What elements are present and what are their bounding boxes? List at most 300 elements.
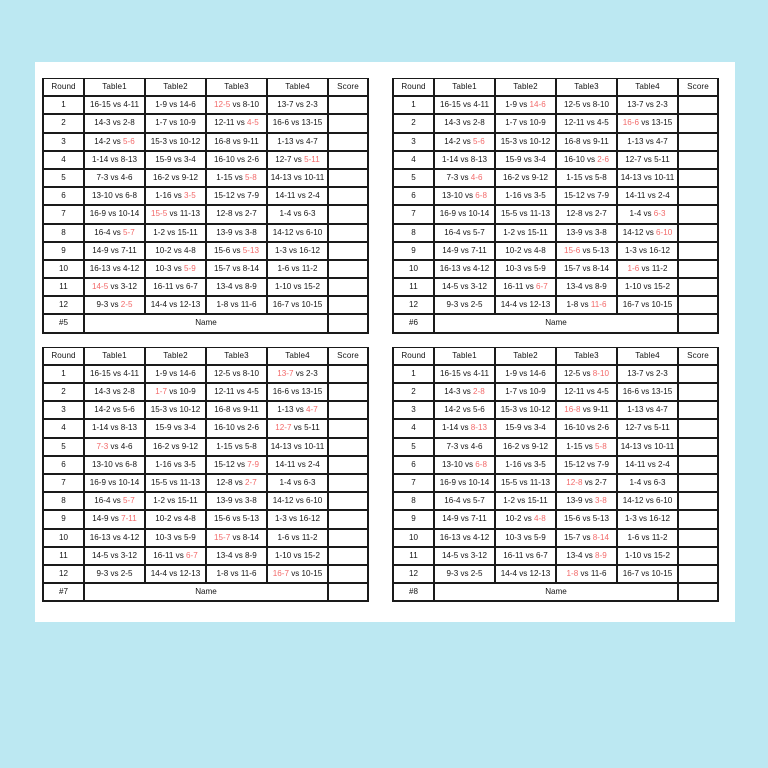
versus-label: vs: [463, 100, 472, 110]
match-cell: [617, 456, 678, 474]
pair-b: 10-15: [651, 300, 673, 310]
table-row: [392, 278, 719, 296]
table-row: [392, 151, 719, 169]
pair-b: 9-11: [243, 136, 259, 146]
versus-label: vs: [460, 300, 469, 310]
pair-a: 16-10: [564, 154, 585, 164]
pair-a: 16-9: [439, 477, 456, 487]
pair-b: 6-3: [653, 209, 666, 219]
pair-b: 4-12: [123, 263, 140, 273]
versus-label: vs: [584, 477, 593, 487]
match-cell: [267, 510, 328, 528]
match-cell: [206, 529, 267, 547]
versus-label: vs: [647, 191, 656, 201]
pair-b: 3-4: [184, 423, 196, 433]
pair-a: 13-4: [566, 282, 583, 292]
pair-b: 2-4: [308, 459, 320, 469]
pair-b: 10-12: [179, 405, 201, 415]
match-cell: [84, 205, 145, 223]
score-cell[interactable]: [678, 187, 719, 205]
versus-label: vs: [169, 405, 178, 415]
match-cell: [206, 169, 267, 187]
score-cell[interactable]: [678, 401, 719, 419]
table-header-row: [42, 78, 369, 96]
versus-label: vs: [584, 282, 593, 292]
pair-b: 3-12: [470, 550, 487, 560]
score-cell[interactable]: [678, 565, 719, 583]
versus-label: vs: [586, 154, 596, 164]
score-cell[interactable]: [328, 278, 369, 296]
pair-a: 1-14: [92, 154, 109, 164]
pair-b: 6-3: [653, 477, 666, 487]
match-cell: [617, 510, 678, 528]
score-cell[interactable]: [328, 187, 369, 205]
pair-b: 3-4: [534, 423, 546, 433]
pair-a: 14-11: [625, 459, 646, 469]
footer-score-cell[interactable]: [328, 583, 369, 602]
score-cell[interactable]: [328, 133, 369, 151]
versus-label: vs: [291, 568, 300, 578]
versus-label: vs: [110, 154, 119, 164]
score-cell[interactable]: [328, 510, 369, 528]
match-cell: [206, 383, 267, 401]
pair-b: 3-4: [534, 154, 546, 164]
match-cell: [617, 474, 678, 492]
score-cell[interactable]: [328, 296, 369, 314]
score-cell[interactable]: [328, 242, 369, 260]
pair-a: 1-14: [92, 423, 109, 433]
match-cell: [495, 224, 556, 242]
score-cell[interactable]: [328, 401, 369, 419]
score-cell[interactable]: [678, 278, 719, 296]
score-cell[interactable]: [328, 224, 369, 242]
round-number: 10: [42, 260, 84, 278]
pair-a: 16-6: [622, 118, 639, 128]
pair-a: 16-2: [503, 441, 520, 451]
table-header-row: [392, 347, 719, 365]
pair-b: 5-7: [473, 496, 485, 506]
pair-b: 6-7: [536, 550, 548, 560]
pair-b: 2-3: [306, 368, 318, 378]
match-cell: [495, 205, 556, 223]
match-cell: [617, 278, 678, 296]
match-cell: [617, 365, 678, 383]
score-cell[interactable]: [328, 260, 369, 278]
match-cell: [206, 187, 267, 205]
match-cell: [495, 547, 556, 565]
round-number: 1: [42, 365, 84, 383]
versus-label: vs: [641, 263, 650, 273]
versus-label: vs: [234, 172, 243, 182]
pair-a: 13-4: [216, 550, 233, 560]
pair-a: 15-7: [564, 532, 581, 542]
pair-b: 4-5: [247, 118, 259, 128]
column-header-table2: Table2: [495, 78, 556, 96]
pair-b: 9-11: [593, 405, 609, 415]
sheet-id-badge: #7: [42, 583, 84, 602]
versus-label: vs: [291, 300, 300, 310]
column-header-table3: Table3: [206, 78, 267, 96]
column-header-table2: Table2: [145, 78, 206, 96]
score-cell[interactable]: [328, 151, 369, 169]
versus-label: vs: [171, 172, 180, 182]
pair-b: 8-10: [242, 100, 259, 110]
score-cell[interactable]: [678, 296, 719, 314]
pair-a: 16-13: [439, 532, 461, 542]
score-cell[interactable]: [328, 365, 369, 383]
score-cell[interactable]: [328, 169, 369, 187]
pair-a: 12-5: [214, 100, 231, 110]
round-number: 8: [392, 492, 434, 510]
column-header-table4: Table4: [617, 78, 678, 96]
match-cell: [267, 260, 328, 278]
round-number: 12: [42, 296, 84, 314]
pair-b: 10-9: [179, 387, 196, 397]
score-cell[interactable]: [328, 529, 369, 547]
match-cell: [84, 401, 145, 419]
match-cell: [617, 565, 678, 583]
versus-label: vs: [463, 368, 472, 378]
table-row: [42, 187, 369, 205]
pair-a: 1-4: [279, 209, 292, 219]
score-cell[interactable]: [328, 438, 369, 456]
pair-a: 14-2: [94, 136, 111, 146]
schedule-table: [42, 347, 369, 603]
pair-a: 13-9: [566, 496, 583, 506]
score-cell[interactable]: [678, 224, 719, 242]
pair-b: 2-4: [658, 459, 670, 469]
pair-b: 4-7: [656, 136, 668, 146]
versus-label: vs: [462, 136, 471, 146]
pair-b: 8-10: [242, 368, 259, 378]
versus-label: vs: [295, 496, 304, 506]
pair-b: 4-6: [120, 441, 133, 451]
pair-a: 12-8: [566, 477, 583, 487]
versus-label: vs: [113, 100, 122, 110]
pair-b: 5-9: [184, 532, 196, 542]
pair-b: 13-15: [301, 118, 323, 128]
pair-a: 16-13: [439, 263, 461, 273]
versus-label: vs: [519, 368, 528, 378]
score-cell[interactable]: [678, 510, 719, 528]
match-cell: [84, 151, 145, 169]
match-cell: [84, 187, 145, 205]
versus-label: vs: [108, 209, 117, 219]
score-cell[interactable]: [328, 492, 369, 510]
score-cell[interactable]: [678, 96, 719, 114]
score-cell[interactable]: [328, 419, 369, 437]
pair-a: 12-7: [275, 423, 292, 433]
match-cell: [434, 419, 495, 437]
pair-a: 1-10: [625, 550, 642, 560]
pair-b: 2-8: [123, 118, 135, 128]
pair-a: 13-7: [277, 100, 294, 110]
versus-label: vs: [169, 136, 178, 146]
versus-label: vs: [517, 496, 526, 506]
pair-a: 16-15: [90, 368, 111, 378]
score-cell[interactable]: [678, 260, 719, 278]
pair-a: 16-6: [622, 387, 639, 397]
score-cell[interactable]: [328, 205, 369, 223]
table-row: [42, 492, 369, 510]
score-cell[interactable]: [328, 383, 369, 401]
pair-b: 9-12: [181, 172, 198, 182]
match-cell: [556, 260, 617, 278]
score-cell[interactable]: [678, 383, 719, 401]
versus-label: vs: [462, 387, 471, 397]
versus-label: vs: [582, 136, 591, 146]
versus-label: vs: [519, 477, 528, 487]
pair-a: 1-6: [277, 532, 290, 542]
pair-b: 12-13: [179, 568, 201, 578]
match-cell: [434, 529, 495, 547]
footer-score-cell[interactable]: [328, 314, 369, 333]
match-cell: [495, 260, 556, 278]
match-cell: [617, 383, 678, 401]
versus-label: vs: [173, 423, 182, 433]
score-cell[interactable]: [678, 365, 719, 383]
versus-label: vs: [112, 405, 121, 415]
score-cell[interactable]: [328, 96, 369, 114]
pair-b: 2-7: [595, 477, 607, 487]
match-cell: [206, 438, 267, 456]
pair-b: 2-7: [245, 477, 257, 487]
score-cell[interactable]: [678, 419, 719, 437]
round-number: 7: [392, 474, 434, 492]
match-cell: [617, 224, 678, 242]
versus-label: vs: [647, 459, 656, 469]
table-row: [392, 296, 719, 314]
pair-a: 13-4: [566, 550, 583, 560]
pair-b: 5-6: [473, 405, 485, 415]
pair-a: 16-10: [564, 423, 585, 433]
pair-b: 8-9: [595, 550, 607, 560]
pair-b: 7-9: [597, 191, 609, 201]
versus-label: vs: [288, 514, 298, 524]
table-row: [392, 565, 719, 583]
versus-label: vs: [523, 532, 532, 542]
pair-b: 9-11: [593, 136, 609, 146]
match-cell: [267, 438, 328, 456]
match-cell: [84, 278, 145, 296]
pair-a: 1-7: [505, 387, 517, 397]
pair-b: 10-12: [529, 136, 551, 146]
pair-a: 1-2: [153, 227, 165, 237]
versus-label: vs: [112, 496, 121, 506]
versus-label: vs: [297, 191, 306, 201]
match-cell: [206, 114, 267, 132]
footer-score-cell[interactable]: [678, 583, 719, 602]
pair-a: 1-2: [503, 227, 515, 237]
sheet-id-badge: #6: [392, 314, 434, 333]
pair-a: 10-3: [155, 263, 172, 273]
match-cell: [206, 296, 267, 314]
pair-b: 2-6: [247, 423, 259, 433]
round-number: 7: [42, 474, 84, 492]
pair-b: 16-12: [649, 514, 670, 524]
table-row: [42, 133, 369, 151]
pair-a: 1-3: [275, 514, 287, 524]
match-cell: [434, 510, 495, 528]
score-cell[interactable]: [678, 492, 719, 510]
table-row: [392, 492, 719, 510]
pair-a: 13-7: [277, 368, 294, 378]
versus-label: vs: [523, 154, 532, 164]
versus-label: vs: [645, 496, 654, 506]
match-cell: [84, 510, 145, 528]
versus-label: vs: [519, 136, 528, 146]
versus-label: vs: [641, 568, 650, 578]
score-cell[interactable]: [678, 114, 719, 132]
column-header-table2: Table2: [495, 347, 556, 365]
pair-a: 14-12: [622, 496, 644, 506]
pair-a: 1-7: [155, 118, 167, 128]
score-cell[interactable]: [328, 474, 369, 492]
versus-label: vs: [645, 405, 654, 415]
versus-label: vs: [169, 387, 178, 397]
pair-b: 10-11: [654, 172, 675, 182]
versus-label: vs: [110, 423, 119, 433]
versus-label: vs: [114, 191, 124, 201]
score-cell[interactable]: [328, 456, 369, 474]
pair-b: 4-5: [597, 387, 609, 397]
pair-b: 8-10: [592, 100, 609, 110]
match-cell: [556, 187, 617, 205]
pair-b: 5-6: [123, 405, 135, 415]
pair-b: 5-7: [123, 227, 135, 237]
pair-b: 11-6: [240, 568, 257, 578]
versus-label: vs: [295, 368, 304, 378]
versus-label: vs: [236, 459, 246, 469]
pair-a: 16-11: [153, 282, 174, 292]
pair-a: 14-9: [92, 514, 109, 524]
versus-label: vs: [114, 459, 124, 469]
pair-b: 13-15: [301, 387, 323, 397]
pair-b: 11-13: [179, 477, 200, 487]
match-cell: [434, 547, 495, 565]
versus-label: vs: [643, 209, 652, 219]
versus-label: vs: [112, 118, 121, 128]
match-cell: [206, 96, 267, 114]
score-cell[interactable]: [678, 151, 719, 169]
match-cell: [267, 296, 328, 314]
pair-b: 15-11: [527, 496, 548, 506]
match-cell: [267, 187, 328, 205]
versus-label: vs: [462, 496, 471, 506]
pair-a: 16-4: [94, 496, 111, 506]
pair-b: 7-11: [471, 245, 487, 255]
match-cell: [267, 205, 328, 223]
pair-a: 12-5: [564, 368, 581, 378]
name-field[interactable]: Name: [434, 583, 678, 602]
pair-a: 15-3: [500, 136, 517, 146]
name-field[interactable]: Name: [84, 314, 328, 333]
versus-label: vs: [523, 245, 532, 255]
pair-a: 1-8: [566, 568, 579, 578]
versus-label: vs: [523, 459, 532, 469]
pair-b: 7-11: [121, 245, 137, 255]
pair-a: 14-4: [150, 300, 167, 310]
versus-label: vs: [110, 245, 119, 255]
match-cell: [556, 169, 617, 187]
score-cell[interactable]: [678, 438, 719, 456]
pair-a: 15-5: [501, 477, 518, 487]
pair-b: 6-10: [306, 227, 323, 237]
score-cell[interactable]: [328, 547, 369, 565]
match-cell: [556, 114, 617, 132]
score-cell[interactable]: [678, 529, 719, 547]
pair-a: 15-5: [151, 477, 168, 487]
pair-b: 3-12: [120, 550, 137, 560]
versus-label: vs: [234, 282, 243, 292]
pair-b: 10-14: [468, 209, 490, 219]
versus-label: vs: [464, 459, 474, 469]
versus-label: vs: [232, 532, 241, 542]
score-cell[interactable]: [678, 547, 719, 565]
round-number: 5: [42, 438, 84, 456]
match-cell: [434, 260, 495, 278]
score-cell[interactable]: [328, 565, 369, 583]
table-footer-row: [392, 314, 719, 333]
match-cell: [617, 296, 678, 314]
match-cell: [495, 492, 556, 510]
match-cell: [495, 96, 556, 114]
score-cell[interactable]: [678, 205, 719, 223]
versus-label: vs: [582, 514, 591, 524]
table-row: [42, 419, 369, 437]
match-cell: [556, 224, 617, 242]
match-cell: [84, 114, 145, 132]
match-cell: [206, 278, 267, 296]
pair-b: 5-13: [242, 245, 259, 255]
pair-b: 4-6: [120, 172, 133, 182]
versus-label: vs: [523, 423, 532, 433]
score-cell[interactable]: [678, 474, 719, 492]
pair-b: 7-9: [247, 191, 259, 201]
pair-a: 1-3: [625, 245, 637, 255]
round-number: 10: [392, 529, 434, 547]
versus-label: vs: [582, 532, 591, 542]
match-cell: [206, 133, 267, 151]
versus-label: vs: [519, 118, 528, 128]
score-cell[interactable]: [678, 133, 719, 151]
score-cell[interactable]: [678, 169, 719, 187]
versus-label: vs: [234, 227, 243, 237]
versus-label: vs: [645, 136, 654, 146]
footer-score-cell[interactable]: [678, 314, 719, 333]
versus-label: vs: [462, 118, 471, 128]
pair-b: 2-3: [656, 368, 668, 378]
pair-b: 8-13: [120, 154, 137, 164]
match-cell: [556, 365, 617, 383]
score-cell[interactable]: [678, 456, 719, 474]
pair-a: 1-10: [275, 550, 292, 560]
versus-label: vs: [234, 477, 243, 487]
match-cell: [495, 278, 556, 296]
pair-a: 1-4: [279, 477, 292, 487]
versus-label: vs: [293, 172, 302, 182]
name-field[interactable]: Name: [84, 583, 328, 602]
round-number: 9: [42, 242, 84, 260]
column-header-table1: Table1: [434, 78, 495, 96]
score-cell[interactable]: [328, 114, 369, 132]
score-cell[interactable]: [678, 242, 719, 260]
pair-a: 15-6: [214, 245, 231, 255]
pair-a: 14-2: [444, 136, 461, 146]
name-field[interactable]: Name: [434, 314, 678, 333]
table-row: [392, 114, 719, 132]
versus-label: vs: [641, 300, 650, 310]
